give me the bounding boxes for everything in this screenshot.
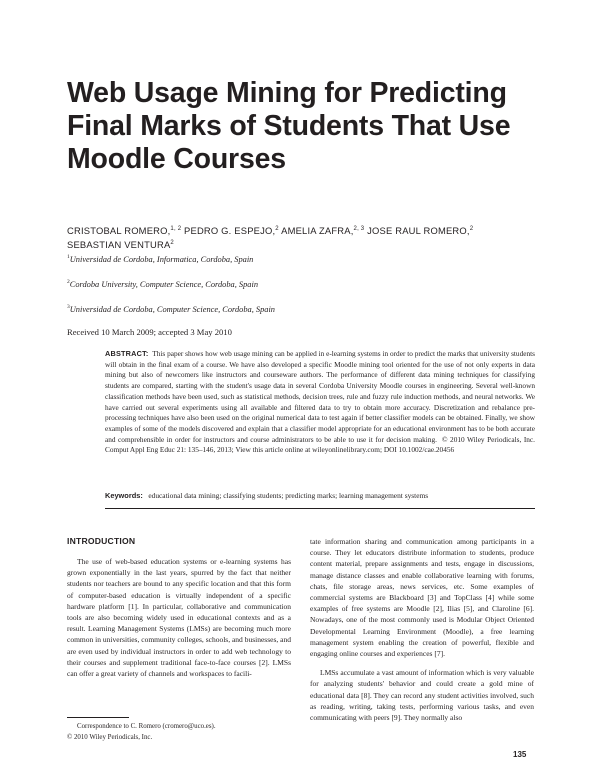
body-column-right — [310, 536, 534, 723]
author-affiliation-mark: 2 — [469, 226, 474, 232]
author-name: AMELIA ZAFRA, — [278, 225, 354, 237]
author-name: PEDRO G. ESPEJO, — [181, 225, 276, 237]
paragraph: tate information sharing and communication among participants in a course. They let educators distribute information to students, produce content material, prepare assignments and tests, engage in discussions, manage distance classes and enable collaborative learning with forums, chats, file storage areas, news services, etc. Some examples of commercial systems are Blackboard [3] and TopClass [4] while some examples of free systems are Moodle [2], Ilias [5], and Claroline [6]. Nowadays, one of the most commonly used is Modular Object Oriented Developmental Learning Environment (Moodle), a free learning management system enabling the creation of powerful, flexible and engaging online courses and experiences [7]. — [310, 537, 534, 659]
section-heading: INTRODUCTION — [67, 536, 136, 546]
author-affiliation-mark: 1, 2 — [170, 226, 182, 232]
copyright-note: © 2010 Wiley Periodicals, Inc. — [67, 734, 153, 741]
affiliation-mark: 1 — [67, 254, 70, 260]
author-name: SEBASTIAN VENTURA — [67, 239, 171, 251]
keywords-label: Keywords: — [105, 491, 143, 500]
affiliation-1 — [67, 254, 253, 264]
paragraph: LMSs accumulate a vast amount of information which is very valuable for analyzing students' behavior and could create a gold mine of educational data [8]. They can record any student activities involved, such as reading, writing, taking tests, performing various tasks, and even communicating with peers [9]. They normally also — [310, 668, 534, 723]
affiliation-mark: 3 — [67, 304, 70, 310]
paper-title: Web Usage Mining for Predicting Final Marks of Students That Use Moodle Courses — [67, 77, 511, 175]
author-name: JOSE RAUL ROMERO, — [364, 225, 470, 237]
affiliation-mark: 2 — [67, 279, 70, 285]
abstract-label: ABSTRACT: — [105, 349, 149, 358]
author-affiliation-mark: 2 — [275, 226, 279, 232]
keywords-text: educational data mining; classifying students; predicting marks; learning management systems — [148, 491, 429, 500]
author-affiliation-mark: 2 — [170, 240, 174, 247]
abstract-citation: © 2010 Wiley Periodicals, Inc. Comput Appl Eng Educ 21: 135–146, 2013; View this article online at wileyonlinelibrary.com; DOI 10.1002/cae.20456 — [105, 434, 535, 455]
affiliation-2 — [67, 279, 258, 289]
affiliation-text: Cordoba University, Computer Science, Cordoba, Spain — [69, 279, 259, 289]
abstract — [105, 349, 535, 456]
author-name: CRISTOBAL ROMERO, — [67, 225, 171, 237]
author-affiliation-mark: 2, 3 — [353, 226, 365, 232]
affiliation-3 — [67, 304, 275, 314]
paragraph: The use of web-based education systems or e-learning systems has grown exponentially in the last years, spurred by the fact that neither students nor teachers are bound to any specific location and that this form of computer-based education is virtually independent of a specific hardware platform [1]. In particular, collaborative and communication tools are also becoming widely used in educational contexts and as a result. Learning Management Systems (LMSs) are becoming much more common in universities, community colleges, schools, and businesses, and are even used by individual instructors in order to add web technology to their courses and supplement traditional face-to-face courses [2]. LMSs can offer a great variety of channels and workspaces to facili- — [67, 557, 291, 679]
footnote — [67, 721, 216, 743]
received-dates: Received 10 March 2009; accepted 3 May 2010 — [67, 327, 232, 337]
author-list — [67, 223, 547, 251]
affiliation-text: Universidad de Cordoba, Informatica, Cordoba, Spain — [69, 254, 254, 264]
section-divider — [105, 508, 535, 509]
correspondence-note: Correspondence to C. Romero (cromero@uco.es). — [77, 723, 216, 730]
abstract-text: This paper shows how web usage mining can be applied in e-learning systems in order to predict the marks that university students will obtain in the final exam of a course. We have also developed a specific Moodle mining tool oriented for the use of not only experts in data mining but also of newcomers like instructors and courseware authors. The performance of different data mining techniques for classifying students are compared, starting with the student's usage data in several Cordoba University Moodle courses in engineering. Several well-known classification methods have been used, such as statistical methods, decision trees, rule and fuzzy rule induction methods, and neural networks. We have carried out several experiments using all available and filtered data to try to obtain more accuracy. Discretization and rebalance pre-processing techniques have also been used on the original numerical data to test again if better classifier models can be obtained. Finally, we show examples of some of the models discovered and explain that a classifier model appropriate for an educational environment has to be both accurate and comprehensible in order for instructors and course administrators to be able to use it for decision making. — [105, 349, 535, 444]
page-number: 135 — [513, 750, 527, 759]
affiliation-text: Universidad de Cordoba, Computer Science, Cordoba, Spain — [69, 304, 275, 314]
body-column-left — [67, 556, 291, 679]
keywords — [105, 491, 535, 500]
footnote-divider — [67, 717, 129, 718]
